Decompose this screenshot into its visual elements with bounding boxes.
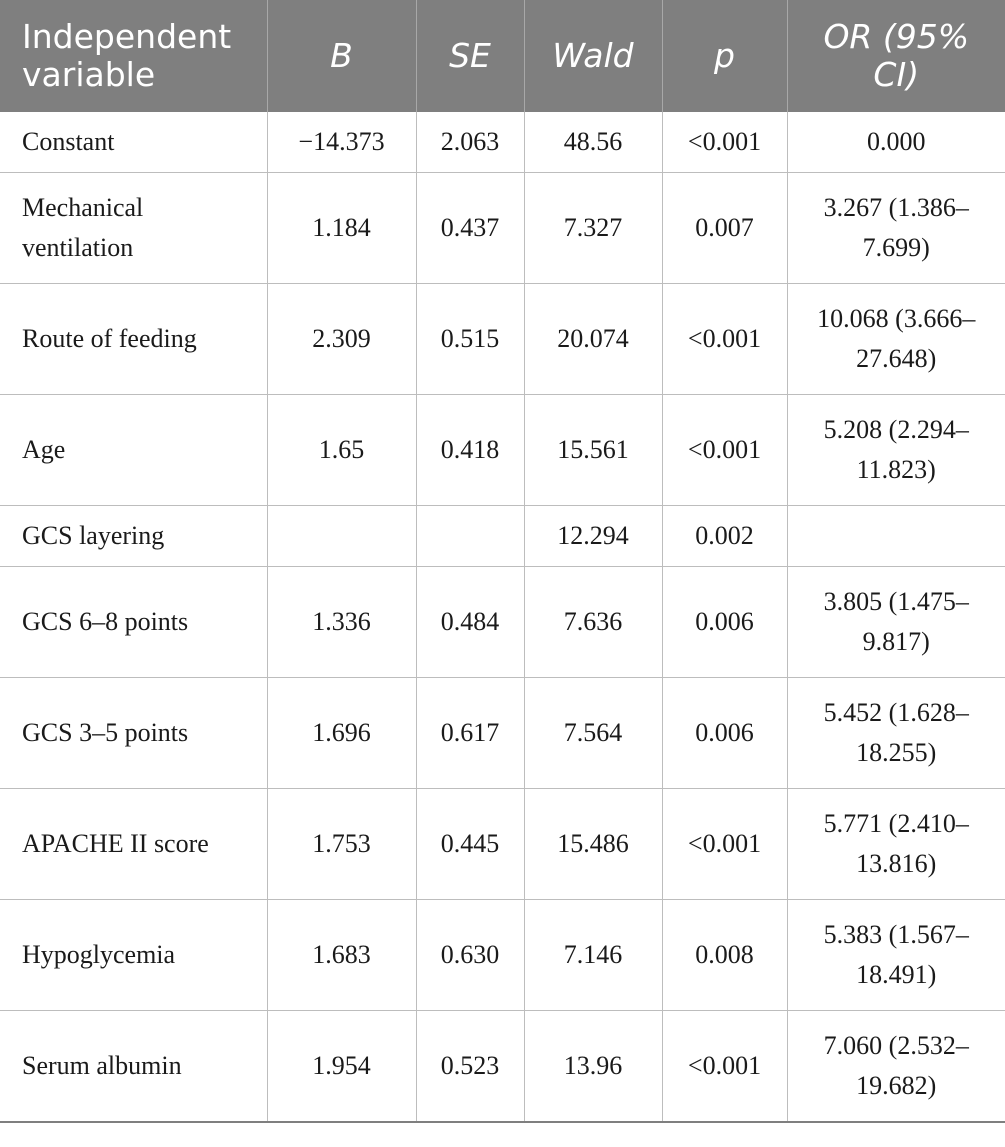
cell-variable: Constant xyxy=(0,112,267,173)
table-body xyxy=(0,112,1005,1122)
cell-se: 0.617 xyxy=(416,678,524,789)
cell-or-ci: 7.060 (2.532–19.682) xyxy=(787,1011,1005,1123)
table-row xyxy=(0,789,1005,900)
cell-wald: 7.146 xyxy=(524,900,662,1011)
cell-variable: GCS 6–8 points xyxy=(0,567,267,678)
cell-wald: 48.56 xyxy=(524,112,662,173)
table-row xyxy=(0,506,1005,567)
cell-or-ci: 5.452 (1.628–18.255) xyxy=(787,678,1005,789)
cell-or-ci: 5.383 (1.567–18.491) xyxy=(787,900,1005,1011)
cell-p: 0.002 xyxy=(662,506,787,567)
header-b: B xyxy=(267,0,416,112)
table-row xyxy=(0,173,1005,284)
cell-variable: Serum albumin xyxy=(0,1011,267,1123)
cell-b: 1.336 xyxy=(267,567,416,678)
cell-se: 2.063 xyxy=(416,112,524,173)
cell-b: 1.65 xyxy=(267,395,416,506)
cell-or-ci: 5.771 (2.410–13.816) xyxy=(787,789,1005,900)
cell-or-ci xyxy=(787,506,1005,567)
cell-wald: 15.561 xyxy=(524,395,662,506)
cell-b: 1.696 xyxy=(267,678,416,789)
cell-wald: 20.074 xyxy=(524,284,662,395)
cell-p: 0.008 xyxy=(662,900,787,1011)
cell-variable: Mechanical ventilation xyxy=(0,173,267,284)
table-header xyxy=(0,0,1005,112)
cell-variable: Hypoglycemia xyxy=(0,900,267,1011)
cell-wald: 7.636 xyxy=(524,567,662,678)
cell-se: 0.515 xyxy=(416,284,524,395)
header-or-ci: OR (95% CI) xyxy=(787,0,1005,112)
cell-se: 0.630 xyxy=(416,900,524,1011)
cell-se: 0.437 xyxy=(416,173,524,284)
cell-b: 1.954 xyxy=(267,1011,416,1123)
cell-variable: GCS 3–5 points xyxy=(0,678,267,789)
cell-se xyxy=(416,506,524,567)
cell-p: <0.001 xyxy=(662,789,787,900)
cell-variable: Route of feeding xyxy=(0,284,267,395)
cell-or-ci: 3.805 (1.475–9.817) xyxy=(787,567,1005,678)
cell-wald: 12.294 xyxy=(524,506,662,567)
cell-se: 0.445 xyxy=(416,789,524,900)
header-wald: Wald xyxy=(524,0,662,112)
cell-b: 2.309 xyxy=(267,284,416,395)
table-row xyxy=(0,678,1005,789)
table-row xyxy=(0,395,1005,506)
table-row xyxy=(0,1011,1005,1123)
cell-p: <0.001 xyxy=(662,1011,787,1123)
cell-p: 0.007 xyxy=(662,173,787,284)
cell-variable: APACHE II score xyxy=(0,789,267,900)
cell-wald: 13.96 xyxy=(524,1011,662,1123)
table-row xyxy=(0,284,1005,395)
cell-wald: 15.486 xyxy=(524,789,662,900)
cell-se: 0.418 xyxy=(416,395,524,506)
cell-b: 1.683 xyxy=(267,900,416,1011)
cell-wald: 7.564 xyxy=(524,678,662,789)
header-row xyxy=(0,0,1005,112)
table-row xyxy=(0,112,1005,173)
cell-or-ci: 10.068 (3.666–27.648) xyxy=(787,284,1005,395)
cell-b: −14.373 xyxy=(267,112,416,173)
cell-variable: GCS layering xyxy=(0,506,267,567)
cell-p: 0.006 xyxy=(662,678,787,789)
cell-b xyxy=(267,506,416,567)
cell-se: 0.523 xyxy=(416,1011,524,1123)
cell-p: <0.001 xyxy=(662,112,787,173)
cell-p: <0.001 xyxy=(662,395,787,506)
cell-or-ci: 5.208 (2.294–11.823) xyxy=(787,395,1005,506)
header-se: SE xyxy=(416,0,524,112)
header-p: p xyxy=(662,0,787,112)
cell-b: 1.184 xyxy=(267,173,416,284)
cell-p: 0.006 xyxy=(662,567,787,678)
cell-or-ci: 0.000 xyxy=(787,112,1005,173)
cell-p: <0.001 xyxy=(662,284,787,395)
table-row xyxy=(0,567,1005,678)
cell-b: 1.753 xyxy=(267,789,416,900)
cell-wald: 7.327 xyxy=(524,173,662,284)
cell-variable: Age xyxy=(0,395,267,506)
header-independent-variable: Independent variable xyxy=(0,0,267,112)
cell-or-ci: 3.267 (1.386–7.699) xyxy=(787,173,1005,284)
table-row xyxy=(0,900,1005,1011)
cell-se: 0.484 xyxy=(416,567,524,678)
